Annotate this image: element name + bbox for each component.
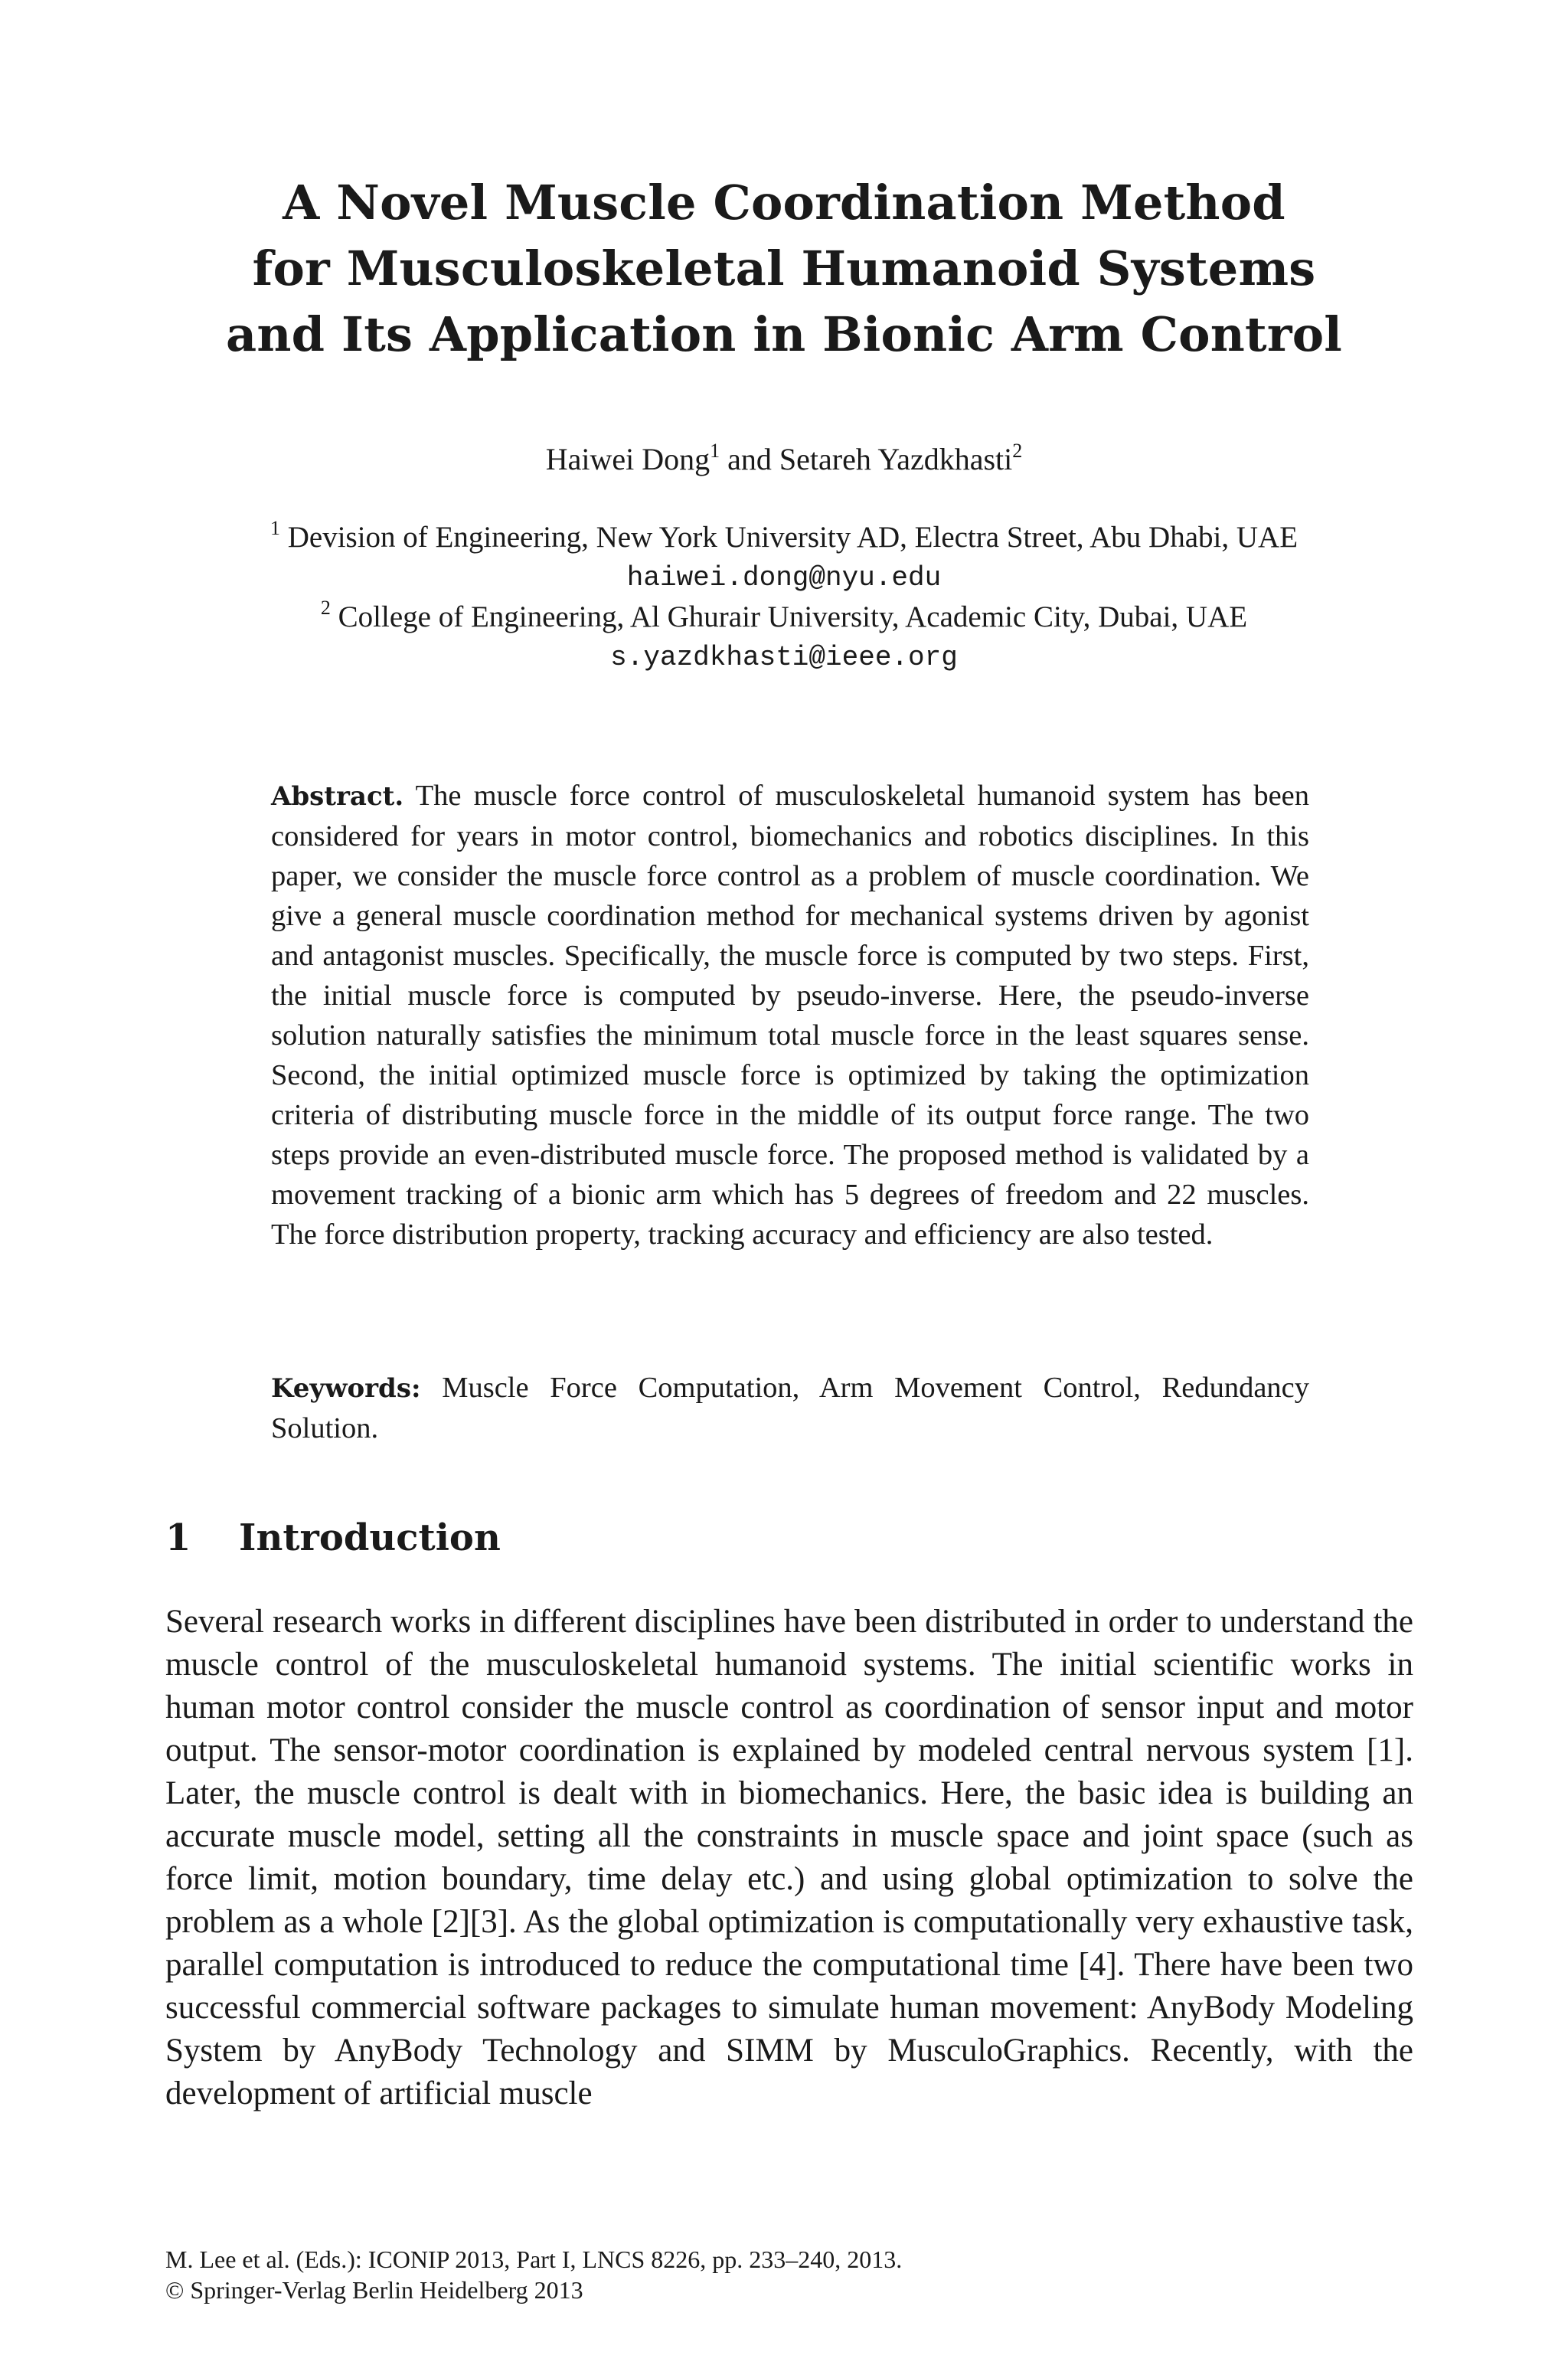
section-heading bbox=[165, 1513, 501, 1562]
affiliation-1 bbox=[153, 518, 1415, 558]
section-number: 1 bbox=[165, 1516, 191, 1559]
keywords-text: Muscle Force Computation, Arm Movement Control, Redundancy Solution. bbox=[271, 1372, 1310, 1444]
keywords bbox=[271, 1368, 1309, 1448]
affiliation-mark: 1 bbox=[270, 517, 280, 539]
footer bbox=[165, 2244, 902, 2305]
author-list bbox=[153, 440, 1415, 479]
affiliation-mark: 2 bbox=[320, 597, 331, 619]
title-line: and Its Application in Bionic Arm Control bbox=[226, 306, 1342, 362]
body-paragraph: Several research works in different disciplines have been distributed in order to understand the muscle control of the musculoskeletal humanoid systems. The initial scientific works in human motor control consider the muscle control as coordination of sensor input and motor output. The sensor-motor coordination is explained by modeled central nervous system [1]. Later, the muscle control is dealt with in biomechanics. Here, the basic idea is building an accurate muscle model, setting all the constraints in muscle space and joint space (such as force limit, motion boundary, time delay etc.) and using global optimization to solve the problem as a whole [2][3]. As the global optimization is computationally very exhaustive task, parallel computation is introduced to reduce the computational time [4]. There have been two successful commercial software packages to simulate human movement: AnyBody Modeling System by AnyBody Technology and SIMM by MusculoGraphics. Recently, with the development of artificial muscle bbox=[165, 1604, 1413, 2111]
abstract-text: The muscle force control of musculoskeletal humanoid system has been considered for years in motor control, biomechanics and robotics disciplines. In this paper, we consider the muscle force control as a problem of muscle coordination. We give a general muscle coordination method for mechanical systems driven by agonist and antagonist muscles. Specifically, the muscle force is computed by two steps. First, the initial muscle force is computed by pseudo-inverse. Here, the pseudo-inverse solution naturally satisfies the minimum total muscle force in the least squares sense. Second, the initial optimized muscle force is optimized by taking the optimization criteria of distributing muscle force in the middle of its output force range. The two steps provide an even-distributed muscle force. The proposed method is validated by a movement tracking of a bionic arm which has 5 degrees of freedom and 22 muscles. The force distribution property, tracking accuracy and efficiency are also tested. bbox=[271, 780, 1309, 1251]
author-name: Haiwei Dong bbox=[545, 442, 710, 476]
author-conjunction: and bbox=[727, 442, 772, 476]
abstract bbox=[271, 776, 1309, 1254]
footer-citation: M. Lee et al. (Eds.): ICONIP 2013, Part I, LNCS 8226, pp. 233–240, 2013. bbox=[165, 2246, 903, 2273]
affiliation-mark: 1 bbox=[710, 440, 720, 462]
keywords-label: Keywords: bbox=[271, 1373, 421, 1404]
footer-copyright: © Springer-Verlag Berlin Heidelberg 2013 bbox=[165, 2276, 583, 2304]
author-name: Setareh Yazdkhasti bbox=[779, 442, 1013, 476]
email-link[interactable]: haiwei.dong@nyu.edu bbox=[626, 562, 942, 594]
affiliation-mark: 2 bbox=[1012, 440, 1023, 462]
abstract-label: Abstract. bbox=[271, 781, 404, 812]
affiliation-text: College of Engineering, Al Ghurair University, Academic City, Dubai, UAE bbox=[338, 600, 1248, 633]
title-line: for Musculoskeletal Humanoid Systems bbox=[252, 240, 1316, 296]
affiliation-text: Devision of Engineering, New York University AD, Electra Street, Abu Dhabi, UAE bbox=[287, 521, 1298, 554]
email-link[interactable]: s.yazdkhasti@ieee.org bbox=[610, 642, 958, 673]
affiliation-2 bbox=[153, 597, 1415, 637]
paper-title bbox=[153, 170, 1415, 368]
section-title: Introduction bbox=[239, 1516, 501, 1559]
title-line: A Novel Muscle Coordination Method bbox=[283, 175, 1285, 231]
